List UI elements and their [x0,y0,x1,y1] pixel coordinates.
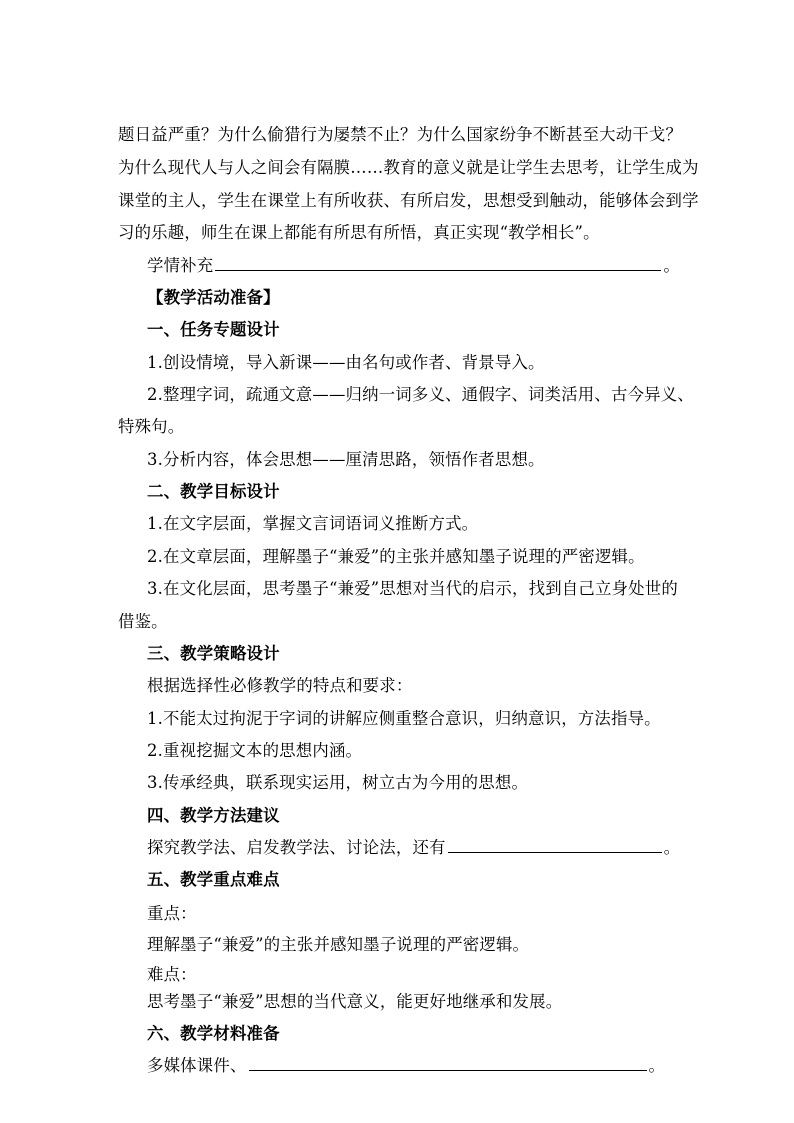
intro-line-3: 课堂的主人，学生在课堂上有所收获、有所启发，思想受到触动，能够体会到学 [118,191,699,210]
section5-title: 五、教学重点难点 [147,870,280,889]
supplement-blank[interactable] [215,256,661,271]
intro-line-4: 习的乐趣，师生在课上都能有所思有所悟，真正实现“教学相长”。 [118,223,600,242]
section6-text: 多媒体课件、 [147,1056,247,1075]
section3-item-2: 2.重视挖掘文本的思想内涵。 [147,741,363,760]
section3-intro: 根据选择性必修教学的特点和要求： [147,676,413,695]
supplement-line [147,255,680,277]
key-point-text: 理解墨子“兼爱”的主张并感知墨子说理的严密逻辑。 [147,935,530,954]
section1-title: 一、任务专题设计 [147,320,280,339]
section4-line [147,837,680,859]
section4-text: 探究教学法、启发教学法、讨论法，还有 [147,838,446,857]
section1-item-2b: 特殊句。 [118,417,185,436]
prep-heading: 【教学活动准备】 [147,288,280,307]
section3-item-1: 1.不能太过拘泥于字词的讲解应侧重整合意识，归纳意识，方法指导。 [147,709,661,728]
section4-title: 四、教学方法建议 [147,806,280,825]
intro-line-1: 题日益严重？为什么偷猎行为屡禁不止？为什么国家纷争不断甚至大动干戈？ [118,125,683,144]
section1-item-1: 1.创设情境，导入新课——由名句或作者、背景导入。 [147,353,545,372]
section6-line [147,1055,665,1077]
section4-end: 。 [663,838,681,857]
supplement-end: 。 [663,256,680,275]
section3-item-3: 3.传承经典，联系现实运用，树立古为今用的思想。 [147,773,529,792]
section1-item-3: 3.分析内容，体会思想——厘清思路，领悟作者思想。 [147,450,545,469]
section6-end: 。 [648,1056,666,1075]
section2-item-3b: 借鉴。 [118,612,168,631]
section2-item-3a: 3.在文化层面，思考墨子“兼爱”思想对当代的启示，找到自己立身处世的 [147,579,678,598]
difficulty-text: 思考墨子“兼爱”思想的当代意义，能更好地继承和发展。 [147,992,563,1011]
section3-title: 三、教学策略设计 [147,644,280,663]
difficulty-label: 难点： [147,965,197,984]
intro-line-2: 为什么现代人与人之间会有隔膜……教育的意义就是让学生去思考，让学生成为 [118,158,699,177]
section4-blank[interactable] [448,838,662,853]
section6-title: 六、教学材料准备 [147,1024,280,1043]
section2-item-1: 1.在文字层面，掌握文言词语词义推断方式。 [147,514,479,533]
supplement-label: 学情补充 [147,256,214,275]
section6-blank[interactable] [249,1056,647,1071]
section2-title: 二、教学目标设计 [147,482,280,501]
key-point-label: 重点： [147,904,197,923]
section1-item-2a: 2.整理字词，疏通文意——归纳一词多义、通假字、词类活用、古今异义、 [147,385,694,404]
section2-item-2: 2.在文章层面，理解墨子“兼爱”的主张并感知墨子说理的严密逻辑。 [147,547,645,566]
